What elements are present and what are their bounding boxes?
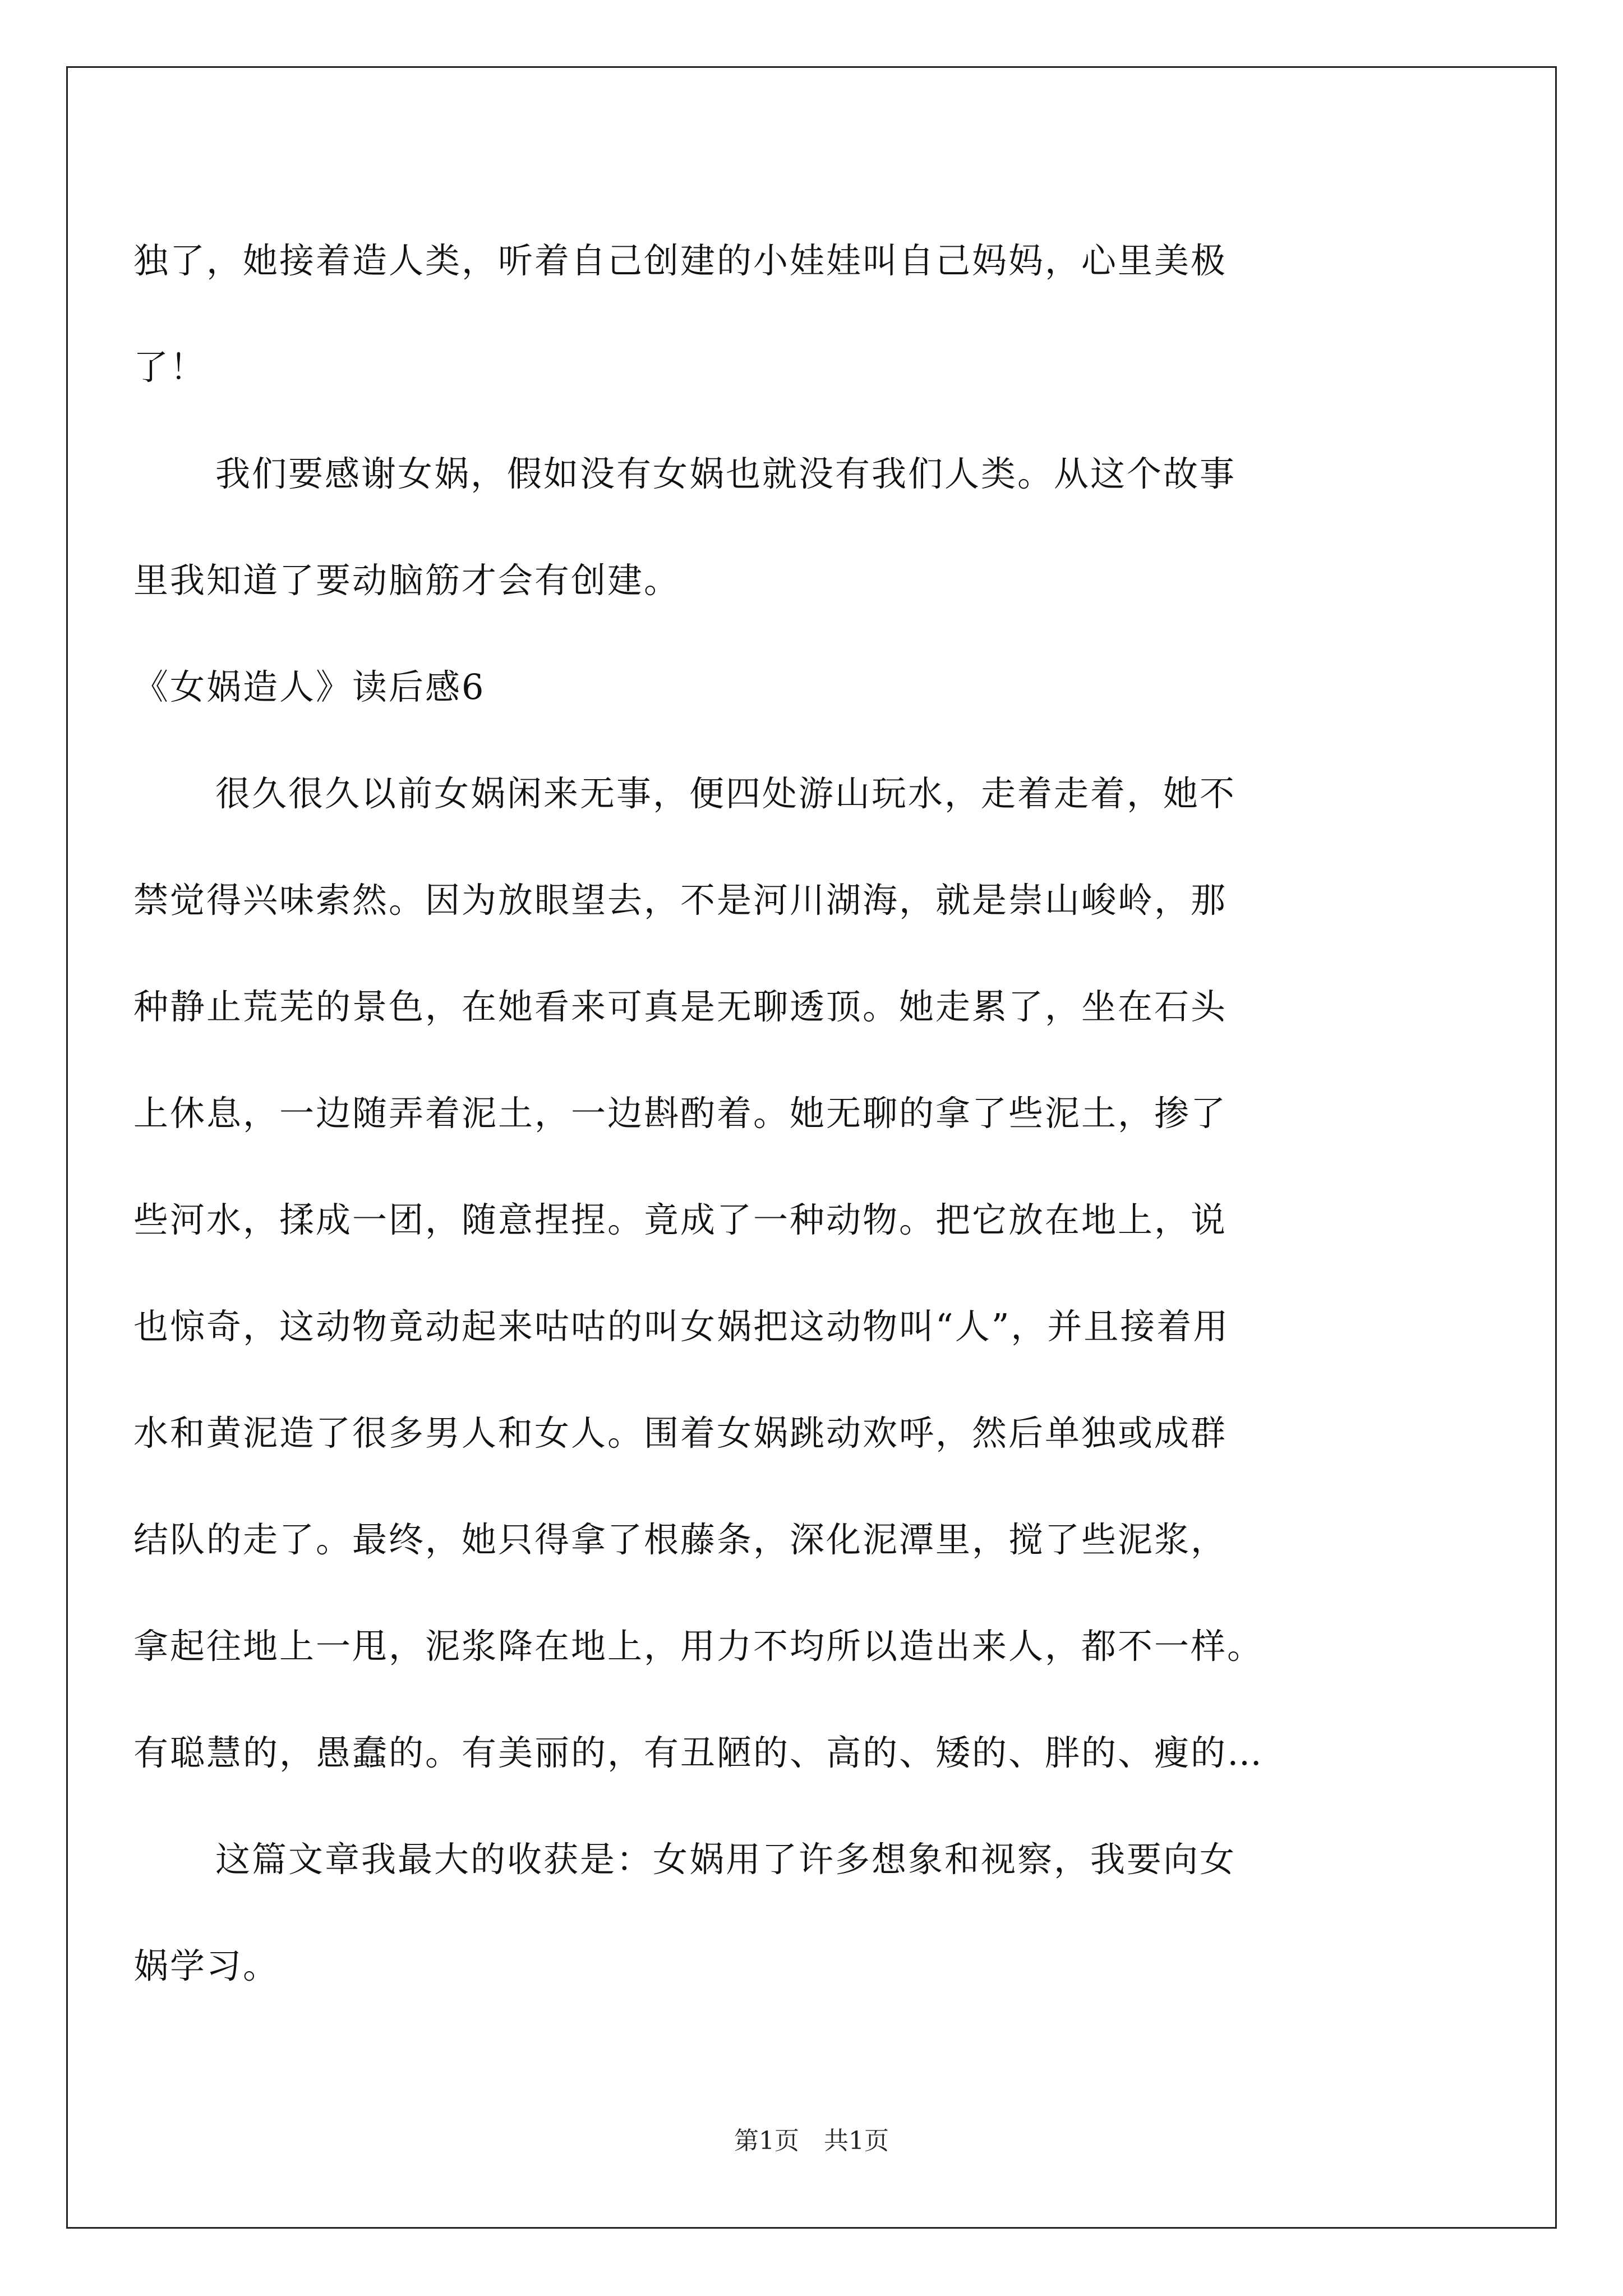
- text-line: 水和黄泥造了很多男人和女人。围着女娲跳动欢呼，然后单独或成群: [133, 1412, 1228, 1453]
- text-line: 独了，她接着造人类，听着自己创建的小娃娃叫自己妈妈，心里美极: [133, 240, 1228, 281]
- text-line: 些河水，揉成一团，随意捏捏。竟成了一种动物。把它放在地上，说: [133, 1199, 1228, 1240]
- text-line: 拿起往地上一甩，泥浆降在地上，用力不均所以造出来人，都不一样。: [133, 1626, 1264, 1667]
- section-heading: 《女娲造人》读后感6: [133, 666, 486, 707]
- text-line: 有聪慧的，愚蠢的。有美丽的，有丑陋的、高的、矮的、胖的、瘦的…: [133, 1732, 1264, 1773]
- text-line: 很久很久以前女娲闲来无事，便四处游山玩水，走着走着，她不: [215, 773, 1237, 814]
- text-line: 里我知道了要动脑筋才会有创建。: [133, 560, 681, 601]
- text-line: 我们要感谢女娲，假如没有女娲也就没有我们人类。从这个故事: [215, 453, 1237, 494]
- page-footer: 第1页 共1页: [734, 2127, 889, 2155]
- text-line: 娲学习。: [133, 1945, 280, 1986]
- text-line: 种静止荒芜的景色，在她看来可真是无聊透顶。她走累了，坐在石头: [133, 986, 1228, 1027]
- text-line: 禁觉得兴味索然。因为放眼望去，不是河川湖海，就是崇山峻岭，那: [133, 880, 1228, 921]
- text-line: 也惊奇，这动物竟动起来咕咕的叫女娲把这动物叫“人”，并且接着用: [133, 1306, 1230, 1347]
- document-body: [133, 208, 1479, 2019]
- text-line: 了！: [133, 347, 207, 388]
- text-line: 结队的走了。最终，她只得拿了根藤条，深化泥潭里，搅了些泥浆，: [133, 1519, 1228, 1560]
- text-line: 上休息，一边随弄着泥土，一边斟酌着。她无聊的拿了些泥土，掺了: [133, 1093, 1228, 1134]
- text-line: 这篇文章我最大的收获是：女娲用了许多想象和视察，我要向女: [215, 1839, 1237, 1880]
